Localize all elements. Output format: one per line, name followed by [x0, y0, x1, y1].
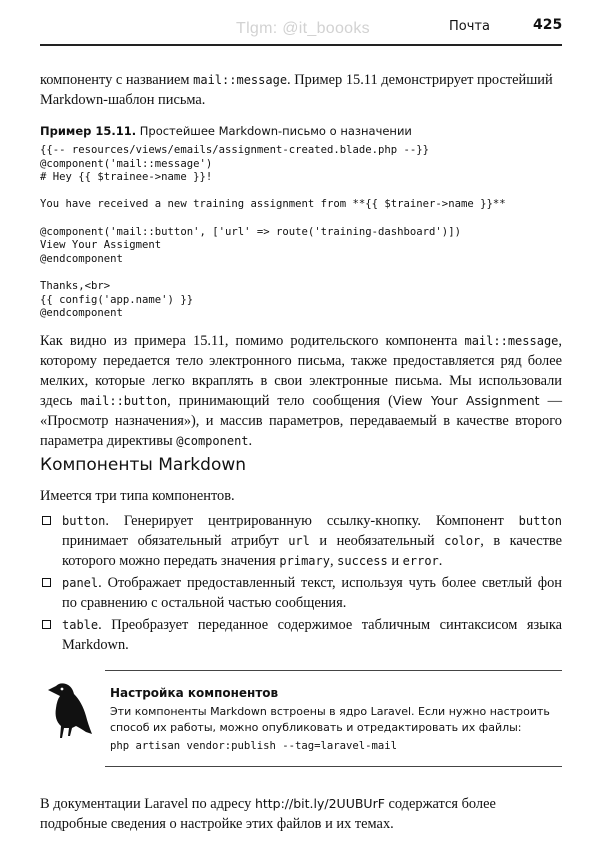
example-title: Простейшее Markdown-письмо о назначении [136, 124, 412, 138]
list-item [40, 573, 562, 613]
text: компоненту с названием [40, 72, 194, 88]
types-intro: Имеется три типа компонентов. [40, 488, 235, 504]
inline-code: color [444, 534, 481, 548]
inline-code: mail::button [80, 394, 168, 408]
note-body: Эти компоненты Markdown встроены в ядро Laravel. Если нужно настроить способ их работы, можно опубликовать и отредактировать их файлы: [110, 705, 550, 734]
checkbox-bullet-icon [42, 620, 51, 629]
inline-code: mail::message [464, 334, 559, 348]
text: , которому передается тело электронного письма, также предоставляется ряд более мелких, которые легко вкраплять в свои электронные письма. Мы использовали здесь [40, 333, 562, 409]
inline-code: button [518, 514, 562, 528]
inline-code: panel [62, 576, 99, 590]
note-bottom-rule [105, 766, 562, 767]
text: содержатся более подробные сведения о настройке этих файлов и их темах. [40, 796, 496, 832]
text: . Отображает предоставленный текст, используя чуть более светлый фон по сравнению с остальной частью сообщения. [62, 575, 562, 611]
text: и [387, 553, 403, 569]
text: — «Просмотр назначения»), и массив параметров, передаваемый в качестве второго параметра директивы [40, 393, 562, 449]
inline-code: mail::message [193, 73, 288, 87]
explanation-paragraph [40, 331, 562, 451]
text: Как видно из примера 15.11, помимо родительского компонента [40, 333, 465, 349]
text: принимает обязательный атрибут [62, 533, 289, 549]
page-header [0, 0, 600, 48]
ui-term: View Your Assignment [392, 393, 540, 408]
code-listing: {{-- resources/views/emails/assignment-created.blade.php --}} @component('mail::message') # Hey {{ $trainee->name }}! You have received a new training assignment from **{{ $trainer->name }}** @component('mail::button', ['url' => route('training-dashboard')]) View Your Assigment @endcomponent Thanks,<br> {{ config('app.name') }} @endcomponent [40, 144, 506, 320]
text: , в качестве которого можно передать значения [62, 533, 562, 569]
note-command: php artisan vendor:publish --tag=laravel-mail [110, 740, 398, 752]
list-item [40, 615, 562, 655]
running-head-section: Почта [449, 19, 490, 34]
list-item [40, 511, 562, 571]
page-number: 425 [533, 17, 563, 33]
note-title: Настройка компонентов [110, 686, 279, 700]
example-caption [40, 124, 562, 138]
text: , принимающий тело сообщения ( [167, 393, 393, 409]
text: , [329, 553, 338, 569]
inline-code: success [337, 554, 388, 568]
checkbox-bullet-icon [42, 578, 51, 587]
inline-code: button [62, 514, 106, 528]
inline-code: @component [176, 434, 249, 448]
component-list [40, 511, 562, 657]
crow-icon [42, 676, 94, 740]
text: . Преобразует переданное содержимое табличным синтаксисом языка Markdown. [62, 617, 562, 653]
docs-link[interactable]: http://bit.ly/2UUBUrF [254, 796, 385, 811]
watermark: Tlgm: @it_boooks [236, 20, 370, 37]
text: и необязательный [309, 533, 445, 549]
inline-code: error [402, 554, 439, 568]
inline-code: primary [279, 554, 330, 568]
checkbox-bullet-icon [42, 516, 51, 525]
text: . Пример 15.11 демонстрирует простейший Markdown-шаблон письма. [40, 72, 553, 108]
note-top-rule [105, 670, 562, 671]
text: . [248, 433, 253, 449]
header-rule [40, 44, 562, 46]
text: В документации Laravel по адресу [40, 796, 255, 812]
example-label: Пример 15.11. [40, 124, 137, 138]
intro-paragraph [40, 70, 562, 110]
section-heading: Компоненты Markdown [40, 455, 247, 475]
text: . Генерирует центрированную ссылку-кнопку. Компонент [105, 513, 519, 529]
inline-code: table [62, 618, 99, 632]
inline-code: url [288, 534, 310, 548]
text: . [438, 553, 443, 569]
docs-paragraph [40, 794, 562, 834]
